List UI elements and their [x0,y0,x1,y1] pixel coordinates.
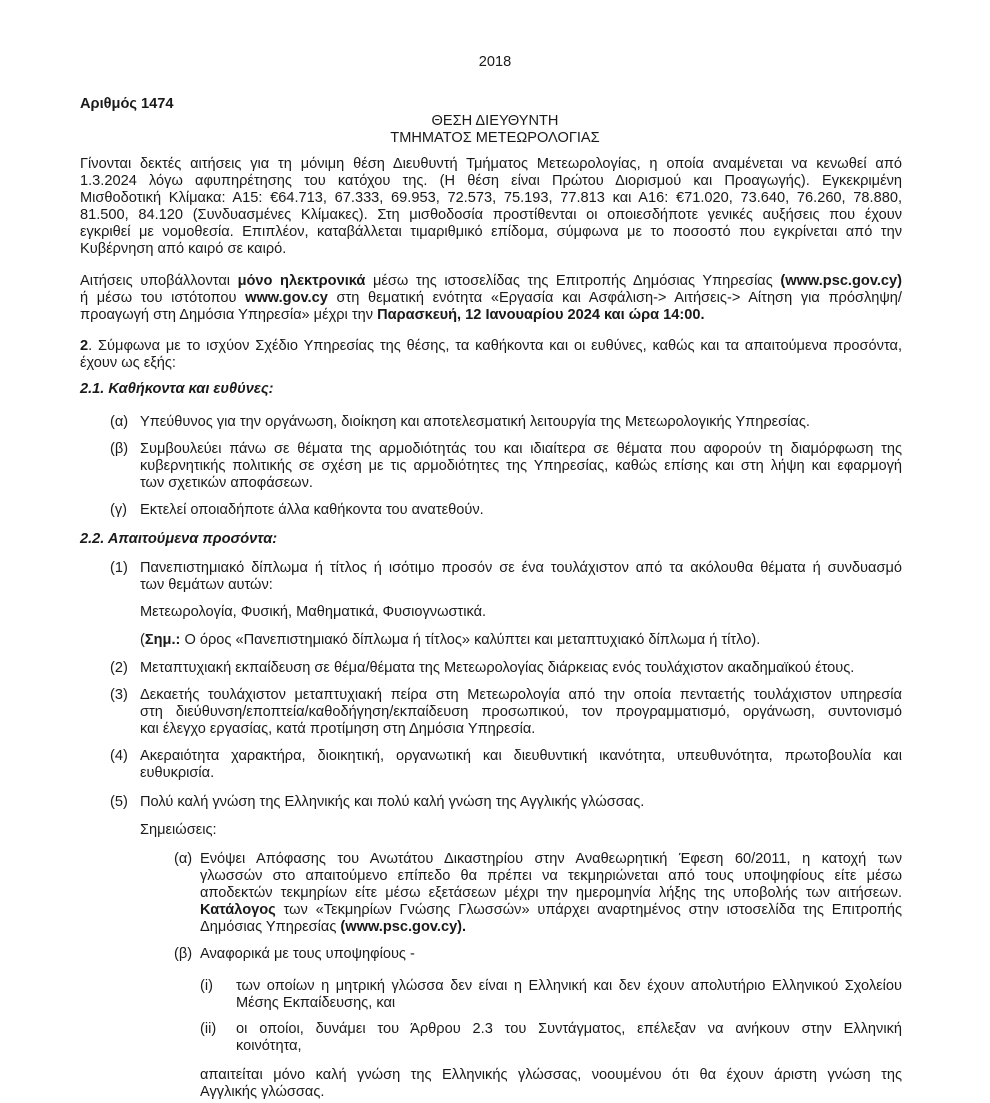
duty-item [140,441,902,492]
text: προαγωγή στη Δημόσια Υπηρεσία» μέχρι την [80,307,378,323]
title-line-2: ΤΜΗΜΑΤΟΣ ΜΕΤΕΩΡΟΛΟΓΙΑΣ [390,130,600,146]
qualification-label: (2) [110,660,128,676]
qualification-label: (4) [110,748,128,764]
qualification-line: Ακεραιότητα χαρακτήρα, διοικητική, οργανωτική και διευθυντική ικανότητα, υπευθυνότητα, πρωτοβουλία και [140,748,902,764]
qualification-line: και έλεγχο εργασίας, κατά προτίμηση στη Δημόσια Υπηρεσία. [140,721,536,737]
qualification-line: ευθυκρισία. [140,765,215,781]
intro-line: εγκριθεί με νομοθεσία. Επιπλέον, καταβάλλεται τιμαριθμικό επίδομα, σύμφωνα με το ποσοστό που εγκρίνεται από την [80,224,902,240]
duty-line: κυβερνητικής πολιτικής σε σχέση με τις αρμοδιότητες της Υπηρεσίας, καθώς επίσης και στη λήψη και εφαρμογή [140,458,902,474]
note-line: Ενόψει Απόφασης του Ανωτάτου Δικαστηρίου στην Αναθεωρητική Έφεση 60/2011, η κατοχή των [200,851,902,867]
duty-label: (α) [110,414,129,430]
note-b-sub-i [236,978,902,1012]
sub-line: οι οποίοι, δυνάμει του Άρθρου 2.3 του Συντάγματος, επέλεξαν να ανήκουν στην Ελληνική [236,1021,902,1037]
text: . Σύμφωνα με το ισχύον Σχέδιο Υπηρεσίας της θέσης, τα καθήκοντα και οι ευθύνες, καθώς και τα απαιτούμενα προσόντα, [88,338,902,354]
gov-cy-link[interactable]: www.gov.cy [245,290,328,306]
qualification-line: Μεταπτυχιακή εκπαίδευση σε θέμα/θέματα της Μετεωρολογίας διάρκειας ενός τουλάχιστον ακαδημαϊκού έτους. [140,660,855,676]
note-line: γλωσσών στο απαιτούμενο επίπεδο θα πρέπει να τεκμηριώνεται από τους υποψηφίους είτε μέσω [200,868,902,884]
qualification-item-3 [140,687,902,738]
qualification-line: Πολύ καλή γνώση της Ελληνικής και πολύ καλή γνώση της Αγγλικής γλώσσας. [140,794,645,810]
duty-label: (β) [110,441,129,457]
duty-item [140,414,902,431]
section-number: 2 [80,338,89,354]
note-line: αποδεκτών τεκμηρίων είτε μέσω εξετάσεων μέχρι την ημερομηνία λήξης της υποβολής των αιτήσεων. [200,885,902,901]
qualification-line: στη διεύθυνση/εποπτεία/καθοδήγηση/εκπαίδευση προσωπικού, τον προγραμματισμό, οργάνωση, συντονισμό [140,704,902,720]
intro-line: Μισθοδοτική Κλίμακα: Α15: €64.713, 67.333, 69.953, 72.573, 75.193, 77.813 και Α16: €71.020, 73.640, 76.260, 78.880, [80,190,902,206]
text: μέσω της ιστοσελίδας της Επιτροπής Δημόσιας Υπηρεσίας [365,273,781,289]
note-b-text: Αναφορικά με τους υποψηφίους - [200,946,415,962]
sub-line: κοινότητα, [236,1038,302,1054]
text: των «Τεκμηρίων Γνώσης Γλωσσών» υπάρχει αναρτημένος στην ιστοσελίδα της Επιτροπής [275,902,902,918]
note-b-sub-ii [236,1021,902,1055]
qualification-label: (1) [110,560,128,576]
applications-line-3 [80,307,902,324]
deadline: Παρασκευή, 12 Ιανουαρίου 2024 και ώρα 14:00. [377,307,705,323]
section-2-line-1 [80,338,902,355]
qualification-subjects: Μετεωρολογία, Φυσική, Μαθηματικά, Φυσιογνωστικά. [140,604,487,620]
notice-number: Αριθμός 1474 [80,96,174,112]
qualification-line: Πανεπιστημιακό δίπλωμα ή τίτλος ή ισότιμο προσόν σε ένα τουλάχιστον από τα ακόλουθα θέματα ή συνδυασμό [140,560,902,576]
psc-link[interactable]: (www.psc.gov.cy). [340,919,467,935]
applications-line-1 [80,273,902,290]
only-electronically: μόνο ηλεκτρονικά [237,273,366,289]
note-label: (β) [174,946,193,962]
catalogue-label: Κατάλογος [200,902,276,918]
note-label: (α) [174,851,193,867]
applications-line-2 [80,290,902,307]
qualification-item-5 [140,794,902,811]
note-line [200,902,902,919]
conclusion-line: απαιτείται μόνο καλή γνώση της Ελληνικής γλώσσας, νοουμένου ότι θα έχουν άριστη γνώση της [200,1067,902,1083]
duty-label: (γ) [110,502,128,518]
qualification-line: των θεμάτων αυτών: [140,577,273,593]
text: Ο όρος «Πανεπιστημιακό δίπλωμα ή τίτλος» καλύπτει και μεταπτυχιακό δίπλωμα ή τίτλο). [180,632,761,648]
duty-item [140,502,902,519]
qualification-item-4 [140,748,902,782]
duties-heading: 2.1. Καθήκοντα και ευθύνες: [80,381,274,397]
qualification-note [140,632,760,649]
duty-line: Υπεύθυνος για την οργάνωση, διοίκηση και αποτελεσματική λειτουργία της Μετεωρολογικής Υπηρεσίας. [140,414,810,430]
qualification-label: (3) [110,687,128,703]
text: Δημόσιας Υπηρεσίας [200,919,341,935]
duty-line: Εκτελεί οποιαδήποτε άλλα καθήκοντα του ανατεθούν. [140,502,484,518]
duty-line: Συμβουλεύει πάνω σε θέματα της αρμοδιότητάς του και ιδιαίτερα σε θέματα που αφορούν τη διαμόρφωση της [140,441,902,457]
text: στη θεματική ενότητα «Εργασία και Ασφάλιση-> Αιτήσεις-> Αίτηση για πρόσληψη/ [327,290,902,306]
note-line [200,919,902,936]
note-label: Σημ.: [144,632,181,648]
intro-line: Γίνονται δεκτές αιτήσεις για τη μόνιμη θέση Διευθυντή Τμήματος Μετεωρολογίας, η οποία αναμένεται να κενωθεί από [80,156,902,172]
text: ( [140,632,145,648]
sub-label: (i) [200,978,213,994]
sub-line: των οποίων η μητρική γλώσσα δεν είναι η Ελληνική και δεν έχουν απολυτήριο Ελληνικού Σχολείου [236,978,902,994]
conclusion-line: Αγγλικής γλώσσας. [200,1084,325,1100]
qualification-item-2 [140,660,902,677]
note-a [200,851,902,936]
note-b-conclusion [200,1067,902,1101]
title-line-1: ΘΕΣΗ ΔΙΕΥΘΥΝΤΗ [431,113,559,129]
intro-line: 1.3.2024 λόγω αφυπηρέτησης του κατόχου της. (Η θέση είναι Πρώτου Διορισμού και Προαγωγής). Εγκεκριμένη [80,173,902,189]
intro-line: 81.500, 84.120 (Συνδυασμένες Κλίμακες). Στη μισθοδοσία προστίθενται οι οποιεσδήποτε γενικές αυξήσεις που έχουν [80,207,902,223]
text: Αιτήσεις υποβάλλονται [80,273,238,289]
intro-paragraph [80,156,902,258]
section-2-line-2: έχουν ως εξής: [80,355,176,371]
qualification-item-1 [140,560,902,594]
page-number: 2018 [478,54,512,70]
text: ή μέσω του ιστότοπου [80,290,246,306]
qualifications-heading: 2.2. Απαιτούμενα προσόντα: [80,531,278,547]
intro-line: Κυβέρνηση από καιρό σε καιρό. [80,241,287,257]
sub-line: Μέσης Εκπαίδευσης, και [236,995,396,1011]
qualification-line: Δεκαετής τουλάχιστον μεταπτυχιακή πείρα στη Μετεωρολογία από την οποία πενταετής τουλάχιστον υπηρεσία [140,687,902,703]
applications-paragraph [80,273,902,324]
qualification-label: (5) [110,794,128,810]
notes-heading: Σημειώσεις: [140,822,217,838]
sub-label: (ii) [200,1021,217,1037]
duty-line: των σχετικών αποφάσεων. [140,475,313,491]
psc-link[interactable]: (www.psc.gov.cy) [780,273,902,289]
section-2-intro [80,338,902,372]
